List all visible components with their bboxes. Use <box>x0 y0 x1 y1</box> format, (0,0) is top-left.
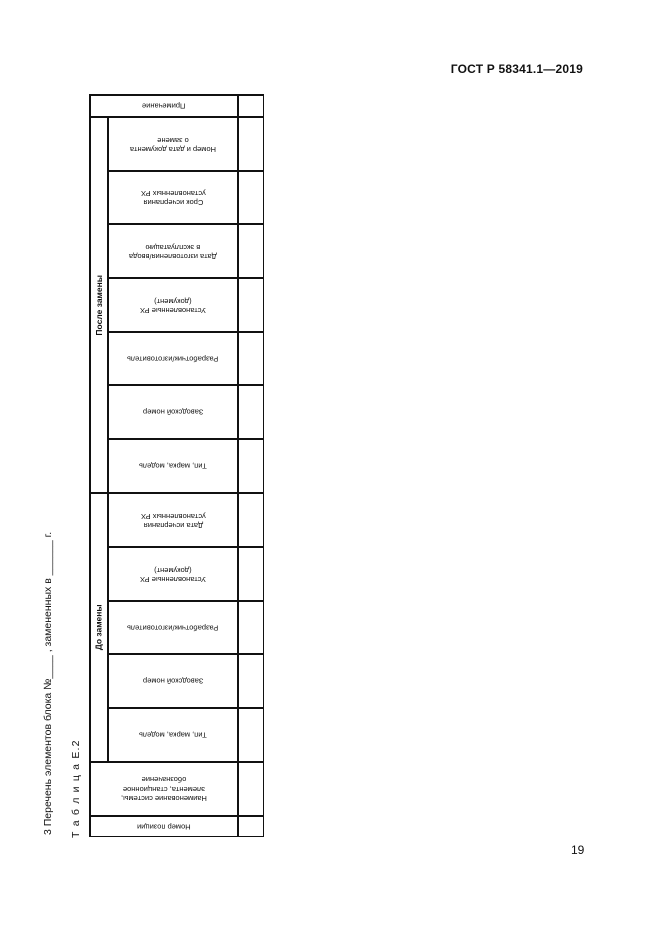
group-header-after: После замены <box>90 117 108 493</box>
data-cell-after-resource[interactable] <box>238 278 264 332</box>
data-cell-before-type[interactable] <box>238 708 264 762</box>
data-cell-after-developer[interactable] <box>238 332 264 385</box>
table-caption: 3 Перечень элементов блока №____ , замененных в ______ г. <box>42 531 54 835</box>
header-cell-before-serial: Заводской номер <box>108 654 238 708</box>
header-cell-before-type: Тип, марка, модель <box>108 708 238 762</box>
data-cell-before-developer[interactable] <box>238 601 264 654</box>
data-cell-after-serial[interactable] <box>238 385 264 439</box>
document-code: ГОСТ Р 58341.1—2019 <box>450 62 583 76</box>
header-cell-after-type: Тип, марка, модель <box>108 439 238 493</box>
data-cell-before-serial[interactable] <box>238 654 264 708</box>
data-cell-note[interactable] <box>238 95 264 117</box>
header-cell-name: Наименование системы, элемента, станционное обозначение <box>90 762 238 816</box>
header-cell-before-exhaustion: Дата исчерпания установленных РХ <box>108 493 238 547</box>
page-number: 19 <box>571 843 585 857</box>
header-cell-after-developer: Разработчик/изготовитель <box>108 332 238 385</box>
data-cell-after-document[interactable] <box>238 117 264 171</box>
data-cell-before-exhaustion[interactable] <box>238 493 264 547</box>
header-cell-after-exhaustion-term: Срок исчерпания установленных РХ <box>108 171 238 224</box>
data-cell-after-type[interactable] <box>238 439 264 493</box>
header-cell-position: Номер позиции <box>90 816 238 837</box>
group-header-before: До замены <box>90 493 108 762</box>
header-cell-after-document: Номер и дата документа о замене <box>108 117 238 171</box>
header-cell-note: Примечание <box>90 95 238 117</box>
header-cell-after-serial: Заводской номер <box>108 385 238 439</box>
data-cell-after-exhaustion-term[interactable] <box>238 171 264 224</box>
replacement-table <box>89 94 264 837</box>
data-cell-before-resource[interactable] <box>238 547 264 601</box>
data-cell-after-manufacture-date[interactable] <box>238 224 264 278</box>
header-cell-before-developer: Разработчик/изготовитель <box>108 601 238 654</box>
header-cell-before-resource: Установленные РХ (документ) <box>108 547 238 601</box>
header-cell-after-resource: Установленные РХ (документ) <box>108 278 238 332</box>
table-label: Т а б л и ц а Е.2 <box>70 739 82 838</box>
data-cell-position[interactable] <box>238 816 264 837</box>
header-cell-after-manufacture-date: Дата изготовления/ввода в эксплуатацию <box>108 224 238 278</box>
data-cell-name[interactable] <box>238 762 264 816</box>
